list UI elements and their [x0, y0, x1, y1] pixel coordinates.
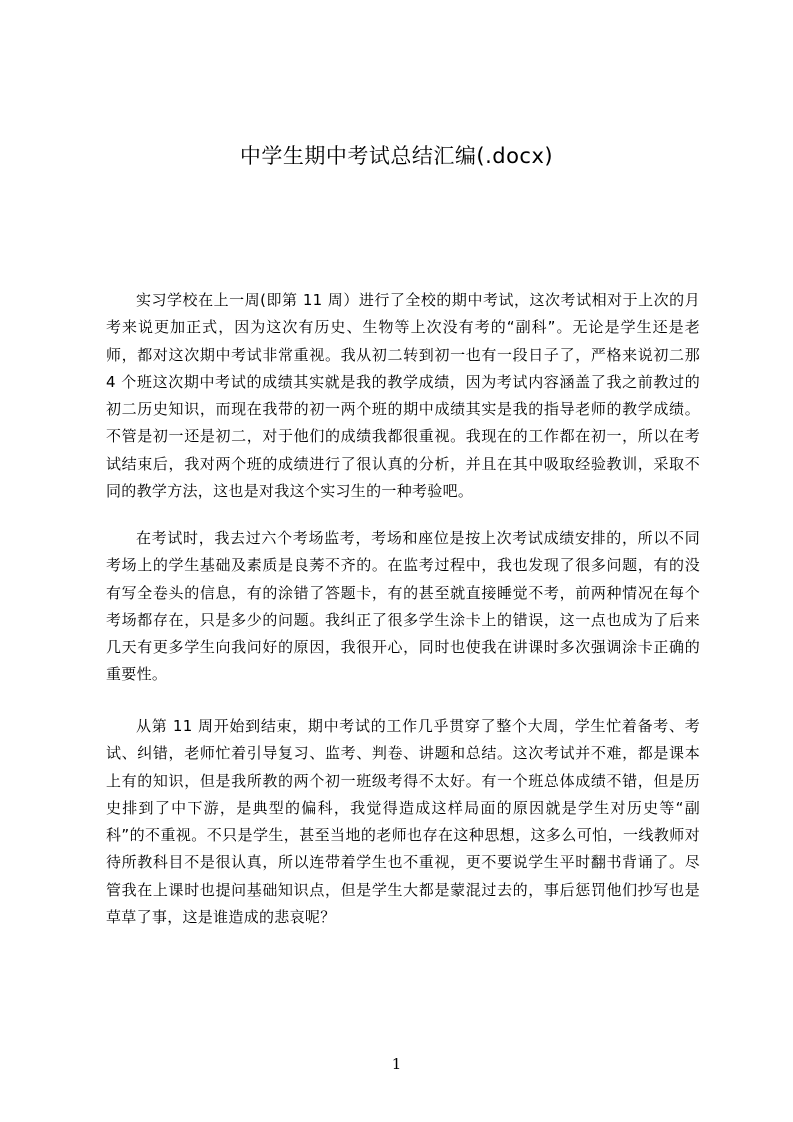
document-title: 中学生期中考试总结汇编(.docx) — [239, 144, 554, 168]
body-paragraph-1: 实习学校在上一周(即第 11 周）进行了全校的期中考试，这次考试相对于上次的月考来说更加正式，因为这次有历史、生物等上次没有考的“副科”。无论是学生还是老师，都对这次期中考试非常重视。我从初二转到初一也有一段日子了，严格来说初二那 4 个班这次期中考试的成绩其实就是我的教学成绩，因为考试内容涵盖了我之前教过的初二历史知识，而现在我带的初一两个班的期中成绩其实是我的指导老师的教学成绩。不管是初一还是初二，对于他们的成绩我都很重视。我现在的工作都在初一，所以在考试结束后，我对两个班的成绩进行了很认真的分析，并且在其中吸取经验教训，采取不同的教学方法，这也是对我这个实习生的一种考验吧。 — [106, 291, 700, 501]
body-paragraph-2: 在考试时，我去过六个考场监考，考场和座位是按上次考试成绩安排的，所以不同考场上的学生基础及素质是良莠不齐的。在监考过程中，我也发现了很多问题，有的没有写全卷头的信息，有的涂错了答题卡，有的甚至就直接睡觉不考，前两种情况在每个考场都存在，只是多少的问题。我纠正了很多学生涂卡上的错误，这一点也成为了后来几天有更多学生向我问好的原因，我很开心，同时也使我在讲课时多次强调涂卡正确的重要性。 — [106, 529, 700, 684]
body-paragraph-3: 从第 11 周开始到结束，期中考试的工作几乎贯穿了整个大周，学生忙着备考、考试、纠错，老师忙着引导复习、监考、判卷、讲题和总结。这次考试并不难，都是课本上有的知识，但是我所教的两个初一班级考得不太好。有一个班总体成绩不错，但是历史排到了中下游，是典型的偏科，我觉得造成这样局面的原因就是学生对历史等“副科”的不重视。不只是学生，甚至当地的老师也存在这种思想，这多么可怕，一线教师对待所教科目不是很认真，所以连带着学生也不重视，更不要说学生平时翻书背诵了。尽管我在上课时也提问基础知识点，但是学生大都是蒙混过去的，事后惩罚他们抄写也是草草了事，这是谁造成的悲哀呢？ — [106, 717, 700, 927]
page-number: 1 — [391, 1055, 402, 1073]
